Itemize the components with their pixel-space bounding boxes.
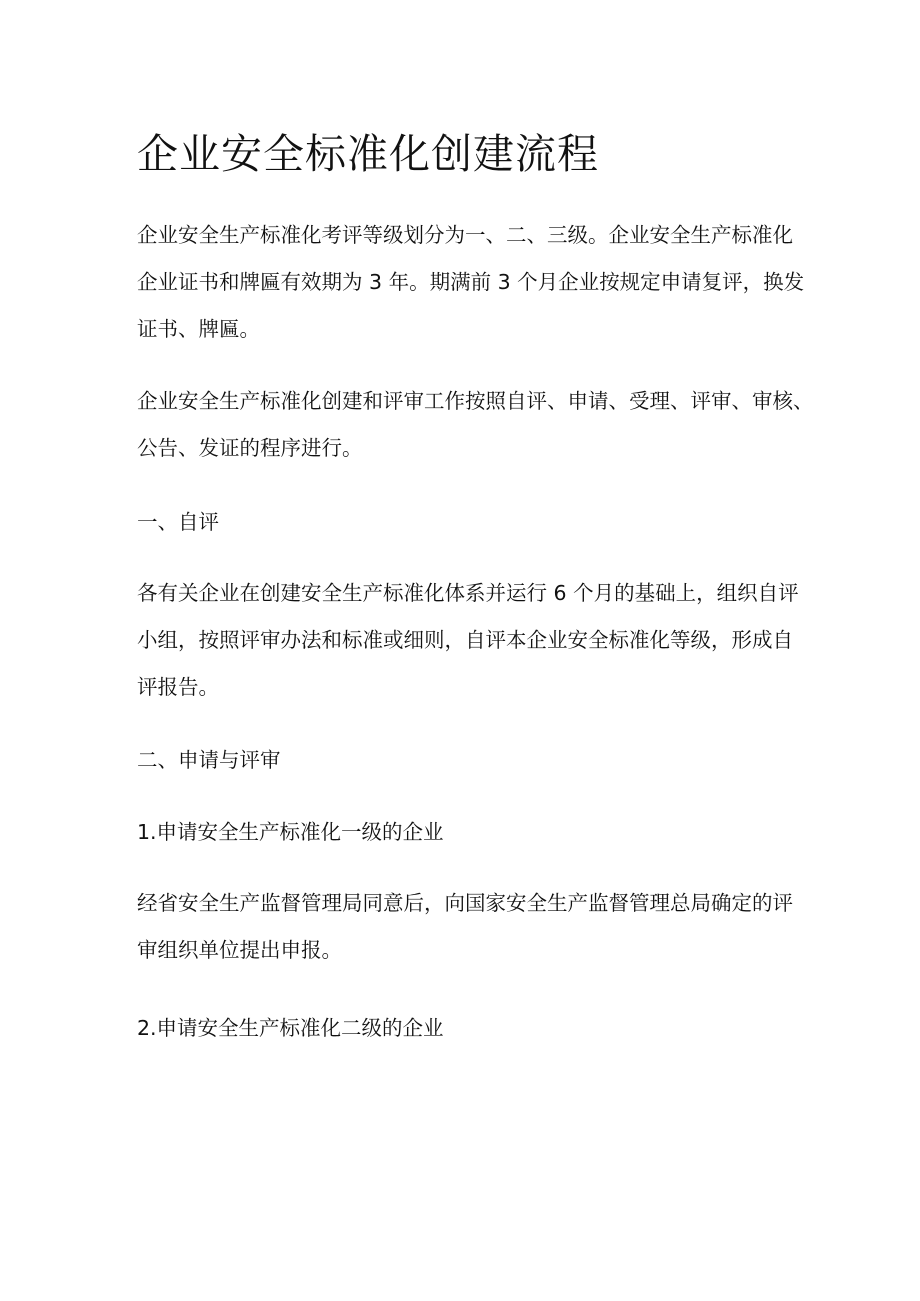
document-title: 企业安全标准化创建流程 <box>137 130 599 178</box>
self-evaluation-paragraph <box>137 570 799 711</box>
procedure-line: 企业安全生产标准化创建和评审工作按照自评、申请、受理、评审、审核、 <box>137 389 814 413</box>
procedure-paragraph <box>137 378 814 472</box>
subsection-heading-level-two: 2.申请安全生产标准化二级的企业 <box>137 1016 444 1040</box>
section-heading-self-evaluation: 一、自评 <box>137 510 219 534</box>
level-one-line: 经省安全生产监督管理局同意后，向国家安全生产监督管理总局确定的评 <box>137 891 793 915</box>
intro-line: 证书、牌匾。 <box>137 317 260 341</box>
self-evaluation-line: 各有关企业在创建安全生产标准化体系并运行 6 个月的基础上，组织自评 <box>137 581 799 605</box>
level-one-line: 审组织单位提出申报。 <box>137 938 342 962</box>
self-evaluation-line: 评报告。 <box>137 675 219 699</box>
intro-paragraph <box>137 212 805 353</box>
procedure-line: 公告、发证的程序进行。 <box>137 436 363 460</box>
subsection-heading-level-one: 1.申请安全生产标准化一级的企业 <box>137 820 444 844</box>
intro-line: 企业证书和牌匾有效期为 3 年。期满前 3 个月企业按规定申请复评，换发 <box>137 270 805 294</box>
level-one-paragraph <box>137 880 793 974</box>
self-evaluation-line: 小组，按照评审办法和标准或细则，自评本企业安全标准化等级，形成自 <box>137 628 793 652</box>
section-heading-application-review: 二、申请与评审 <box>137 748 281 772</box>
intro-line: 企业安全生产标准化考评等级划分为一、二、三级。企业安全生产标准化 <box>137 223 793 247</box>
